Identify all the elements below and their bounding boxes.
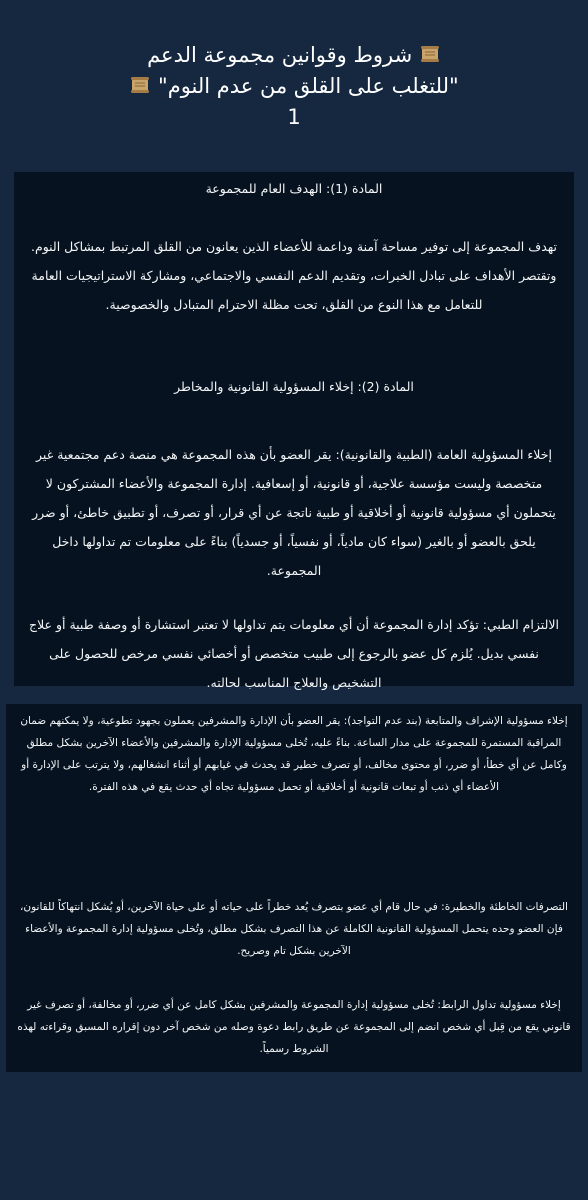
link-disclaimer: إخلاء مسؤولية تداول الرابط: تُخلى مسؤولية إدارة المجموعة والمشرفين بشكل كامل عن أي ضرر، أو مخالفة، أو تصرف غير قانوني يقع من قِبل أي شخص انضم إلى المجموعة عن طريق رابط دعوة وصله من شخص آخر دون إقراره المسبق وقراءته لهذه الشروط رسمياً.: [17, 999, 571, 1055]
title-line-2: [0, 71, 588, 102]
title-line-1: [0, 40, 588, 71]
terms-card-2: [6, 704, 582, 1072]
scroll-icon: [419, 43, 441, 65]
article-2-title: المادة (2): إخلاء المسؤولية القانونية والمخاطر: [174, 379, 414, 394]
supervision-disclaimer: إخلاء مسؤولية الإشراف والمتابعة (بند عدم التواجد): يقر العضو بأن الإدارة والمشرفين يعملون بجهود تطوعية، ولا يمكنهم ضمان المراقبة المستمرة للمجموعة على مدار الساعة. بناءً عليه، تُخلى مسؤولية الإدارة والمشرفين والأعضاء الآخرين بشكل مطلق وكامل عن أي خطأ، أو ضرر، أو محتوى مخالف، أو تصرف خطير قد يحدث في غيابهم أو أثناء انشغالهم، ولا يترتب على الإدارة أو الأعضاء أي ذنب أو تبعات قانونية أو أخلاقية أو تحمل مسؤولية تجاه أي حدث يقع في هذه الفترة.: [20, 715, 568, 793]
article-1-body: تهدف المجموعة إلى توفير مساحة آمنة وداعمة للأعضاء الذين يعانون من القلق المرتبط بمشاكل النوم. وتقتصر الأهداف على تبادل الخبرات، وتقديم الدعم النفسي والاجتماعي، ومشاركة الاستراتيجيات العامة للتعامل مع هذا النوع من القلق، تحت مظلة الاحترام المتبادل والخصوصية.: [30, 239, 557, 312]
title-text-2: "للتغلب على القلق من عدم النوم": [158, 74, 459, 98]
title-text-1: شروط وقوانين مجموعة الدعم: [147, 43, 413, 67]
article-1-title: المادة (1): الهدف العام للمجموعة: [205, 181, 383, 196]
page-number: 1: [287, 105, 301, 129]
document-header: [0, 40, 588, 133]
dangerous-behavior-clause: التصرفات الخاطئة والخطيرة: في حال قام أي عضو بتصرف يُعد خطراً على حياته أو على حياة الآخرين، أو يُشكل انتهاكاً للقانون، فإن العضو وحده يتحمل المسؤولية القانونية الكاملة عن هذا التصرف بشكل مطلق، وتُخلى مسؤولية إدارة المجموعة والأعضاء الآخرين بشكل تام وصريح.: [20, 901, 568, 957]
medical-commitment: الالتزام الطبي: تؤكد إدارة المجموعة أن أي معلومات يتم تداولها لا تعتبر استشارة أو وصفة طبية أو علاج نفسي بديل. يُلزم كل عضو بالرجوع إلى طبيب متخصص أو أخصائي نفسي مرخص للحصول على التشخيص والعلاج المناسب لحالته.: [29, 617, 559, 690]
terms-card-1: [14, 172, 574, 690]
general-disclaimer: إخلاء المسؤولية العامة (الطبية والقانونية): يقر العضو بأن هذه المجموعة هي منصة دعم مجتمعية غير متخصصة وليست مؤسسة علاجية، أو قانونية، أو إسعافية. إدارة المجموعة والأعضاء المشتركون لا يتحملون أي مسؤولية قانونية أو أخلاقية أو طبية ناتجة عن أي قرار، أو تصرف، أو تطبيق خاطئ، أو ضرر يلحق بالعضو أو بالغير (سواء كان مادياً، أو نفسياً، أو جسدياً) بناءً على معلومات تم تداولها داخل المجموعة.: [32, 447, 556, 578]
scroll-icon: [129, 74, 151, 96]
